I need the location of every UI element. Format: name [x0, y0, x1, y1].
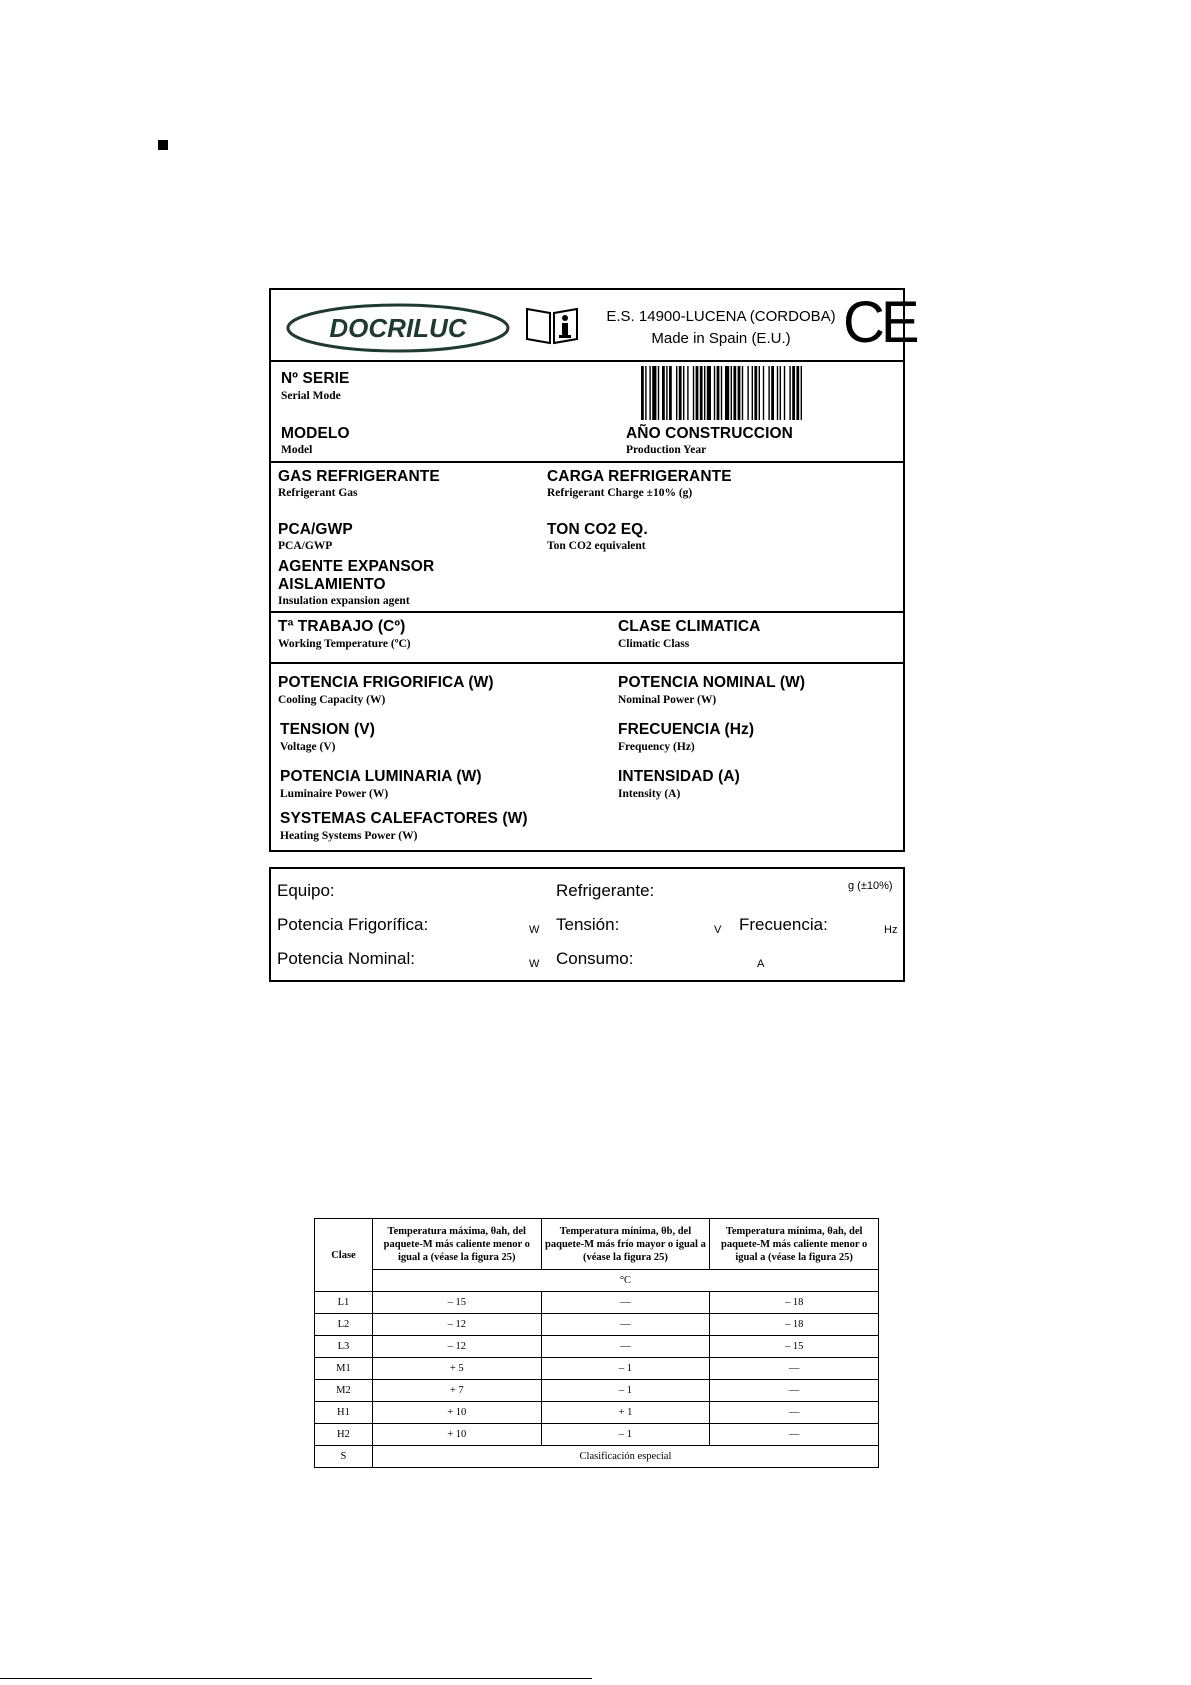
- barcode-bar: [768, 366, 769, 420]
- luminaire-power-sublabel: Luminaire Power (W): [280, 788, 389, 800]
- cooling-field-label: Potencia Frigorífica:: [277, 915, 429, 934]
- barcode-bar: [676, 366, 677, 420]
- barcode-bar: [683, 366, 684, 420]
- summary-label-box: [269, 867, 905, 982]
- table-cell: – 18: [710, 1292, 879, 1314]
- address-line-2: Made in Spain (E.U.): [651, 330, 791, 347]
- table-cell: – 12: [372, 1314, 541, 1336]
- cooling-capacity-label: POTENCIA FRIGORIFICA (W): [278, 674, 494, 691]
- header-max-temp: Temperatura máxima, θah, del paquete-M más caliente menor o igual a (véase la figura 25): [372, 1219, 541, 1270]
- model-sublabel: Model: [281, 444, 313, 456]
- co2-sublabel: Ton CO2 equivalent: [547, 540, 646, 552]
- refrigerant-field-label: Refrigerante:: [556, 881, 655, 900]
- refrigerant-charge-label: CARGA REFRIGERANTE: [547, 468, 732, 485]
- table-cell: —: [710, 1358, 879, 1380]
- table-row: [315, 1380, 879, 1402]
- barcode-bar: [707, 366, 711, 420]
- barcode-bar: [693, 366, 694, 420]
- insulation-label: AISLAMIENTO: [278, 576, 386, 593]
- consumption-unit: A: [757, 958, 765, 970]
- table-row: [315, 1402, 879, 1424]
- table-cell: —: [710, 1380, 879, 1402]
- barcode-bar: [704, 366, 705, 420]
- barcode-bar: [666, 366, 667, 420]
- table-cell: L3: [315, 1336, 373, 1358]
- barcode-bar: [731, 366, 732, 420]
- table-cell: – 15: [372, 1292, 541, 1314]
- serial-sublabel: Serial Mode: [281, 390, 341, 402]
- working-temp-sublabel: Working Temperature (ºC): [278, 638, 411, 650]
- divider: [271, 611, 903, 613]
- nominal-power-sublabel: Nominal Power (W): [618, 694, 717, 706]
- barcode-bar: [771, 366, 774, 420]
- barcode-bar: [717, 366, 720, 420]
- barcode-bar: [700, 366, 703, 420]
- climatic-class-table: [314, 1218, 879, 1468]
- barcode-bar: [687, 366, 688, 420]
- working-temp-label: Tª TRABAJO (Cº): [278, 618, 406, 635]
- info-book-icon: [524, 304, 580, 346]
- table-cell: —: [710, 1402, 879, 1424]
- luminaire-power-label: POTENCIA LUMINARIA (W): [280, 768, 482, 785]
- ce-mark: CE: [843, 290, 916, 355]
- climatic-class-sublabel: Climatic Class: [618, 638, 690, 650]
- frequency-field-label: Frecuencia:: [739, 915, 828, 934]
- table-cell: H2: [315, 1424, 373, 1446]
- table-cell: S: [315, 1446, 373, 1468]
- barcode-bar: [752, 366, 753, 420]
- table-cell: H1: [315, 1402, 373, 1424]
- gwp-label: PCA/GWP: [278, 521, 353, 538]
- table-cell: —: [541, 1292, 710, 1314]
- voltage-unit: V: [714, 924, 722, 936]
- table-cell: M2: [315, 1380, 373, 1402]
- nominal-unit: W: [529, 958, 540, 970]
- table-cell: – 1: [541, 1380, 710, 1402]
- refrigerant-charge-sublabel: Refrigerant Charge ±10% (g): [547, 487, 693, 499]
- barcode-bar: [763, 366, 764, 420]
- heating-systems-label: SYSTEMAS CALEFACTORES (W): [280, 810, 528, 827]
- cooling-unit: W: [529, 924, 540, 936]
- barcode-bar: [669, 366, 672, 420]
- table-cell: – 15: [710, 1336, 879, 1358]
- list-bullet: [158, 140, 168, 150]
- header-min-temp-hot: Temperatura mínima, θah, del paquete-M más caliente menor o igual a (véase la figura 25): [710, 1219, 879, 1270]
- voltage-sublabel: Voltage (V): [280, 741, 336, 753]
- table-cell: – 12: [372, 1336, 541, 1358]
- voltage-label: TENSION (V): [280, 721, 375, 738]
- divider: [271, 461, 903, 463]
- table-cell: —: [541, 1336, 710, 1358]
- barcode-bar: [784, 366, 785, 420]
- heating-systems-sublabel: Heating Systems Power (W): [280, 830, 418, 842]
- table-cell: Clasificación especial: [372, 1446, 878, 1468]
- refrigerant-gas-sublabel: Refrigerant Gas: [278, 487, 358, 499]
- consumption-field-label: Consumo:: [556, 949, 634, 968]
- frequency-unit: Hz: [884, 924, 898, 936]
- refrigerant-unit: g (±10%): [848, 880, 893, 892]
- table-row: [315, 1446, 879, 1468]
- table-cell: + 10: [372, 1402, 541, 1424]
- frequency-sublabel: Frequency (Hz): [618, 741, 695, 753]
- voltage-field-label: Tensión:: [556, 915, 620, 934]
- table-row: [315, 1358, 879, 1380]
- model-label: MODELO: [281, 425, 350, 442]
- barcode-bar: [645, 366, 646, 420]
- barcode-bar: [696, 366, 699, 420]
- frequency-label: FRECUENCIA (Hz): [618, 721, 755, 738]
- barcode-bar: [649, 366, 650, 420]
- table-cell: + 5: [372, 1358, 541, 1380]
- logo-text: DOCRILUC: [329, 313, 467, 343]
- barcode-bar: [662, 366, 665, 420]
- barcode-bar: [658, 366, 659, 420]
- barcode-bar: [754, 366, 757, 420]
- table-cell: – 1: [541, 1358, 710, 1380]
- barcode-bar: [796, 366, 799, 420]
- climatic-class-label: CLASE CLIMATICA: [618, 618, 761, 635]
- barcode-bar: [801, 366, 802, 420]
- barcode-bar: [789, 366, 790, 420]
- barcode-bar: [747, 366, 748, 420]
- nominal-field-label: Potencia Nominal:: [277, 949, 415, 968]
- barcode-bar: [759, 366, 760, 420]
- equipment-field-label: Equipo:: [277, 881, 335, 900]
- table-cell: L1: [315, 1292, 373, 1314]
- table-row: [315, 1314, 879, 1336]
- barcode-bar: [679, 366, 682, 420]
- barcode-bar: [742, 366, 743, 420]
- table-cell: M1: [315, 1358, 373, 1380]
- rating-plate: [269, 288, 916, 852]
- barcode-bar: [738, 366, 741, 420]
- table-cell: + 7: [372, 1380, 541, 1402]
- table-row: [315, 1292, 879, 1314]
- footnote-rule: [0, 1678, 592, 1679]
- unit-cell: °C: [372, 1270, 878, 1292]
- expansion-agent-label: AGENTE EXPANSOR: [278, 558, 435, 575]
- table-header-row: [315, 1219, 879, 1270]
- barcode-bar: [641, 366, 644, 420]
- header-min-temp-cold: Temperatura mínima, θb, del paquete-M más frío mayor o igual a (véase la figura 25): [541, 1219, 710, 1270]
- serial-label: Nº SERIE: [281, 370, 350, 387]
- divider: [271, 662, 903, 664]
- table-cell: L2: [315, 1314, 373, 1336]
- table-row: [315, 1424, 879, 1446]
- nominal-power-label: POTENCIA NOMINAL (W): [618, 674, 806, 691]
- intensity-sublabel: Intensity (A): [618, 788, 681, 800]
- address-line-1: E.S. 14900-LUCENA (CORDOBA): [606, 308, 836, 325]
- barcode-bar: [652, 366, 656, 420]
- barcode-bar: [792, 366, 795, 420]
- production-year-sublabel: Production Year: [626, 444, 707, 456]
- barcode-bar: [725, 366, 729, 420]
- expansion-agent-sublabel: Insulation expansion agent: [278, 595, 410, 607]
- table-cell: – 1: [541, 1424, 710, 1446]
- gwp-sublabel: PCA/GWP: [278, 540, 333, 552]
- divider: [271, 360, 903, 362]
- barcode-bar: [721, 366, 722, 420]
- intensity-label: INTENSIDAD (A): [618, 768, 740, 785]
- table-cell: + 10: [372, 1424, 541, 1446]
- table-cell: – 18: [710, 1314, 879, 1336]
- table-cell: —: [541, 1314, 710, 1336]
- header-class: Clase: [315, 1219, 373, 1292]
- production-year-label: AÑO CONSTRUCCION: [626, 425, 793, 442]
- co2-label: TON CO2 EQ.: [547, 521, 648, 538]
- docriluc-logo: [284, 302, 512, 354]
- barcode-bar: [780, 366, 781, 420]
- barcode: [641, 366, 896, 420]
- table-unit-row: [315, 1270, 879, 1292]
- barcode-bar: [777, 366, 778, 420]
- refrigerant-gas-label: GAS REFRIGERANTE: [278, 468, 440, 485]
- cooling-capacity-sublabel: Cooling Capacity (W): [278, 694, 386, 706]
- barcode-bar: [714, 366, 715, 420]
- barcode-bar: [733, 366, 736, 420]
- table-cell: + 1: [541, 1402, 710, 1424]
- table-row: [315, 1336, 879, 1358]
- table-cell: —: [710, 1424, 879, 1446]
